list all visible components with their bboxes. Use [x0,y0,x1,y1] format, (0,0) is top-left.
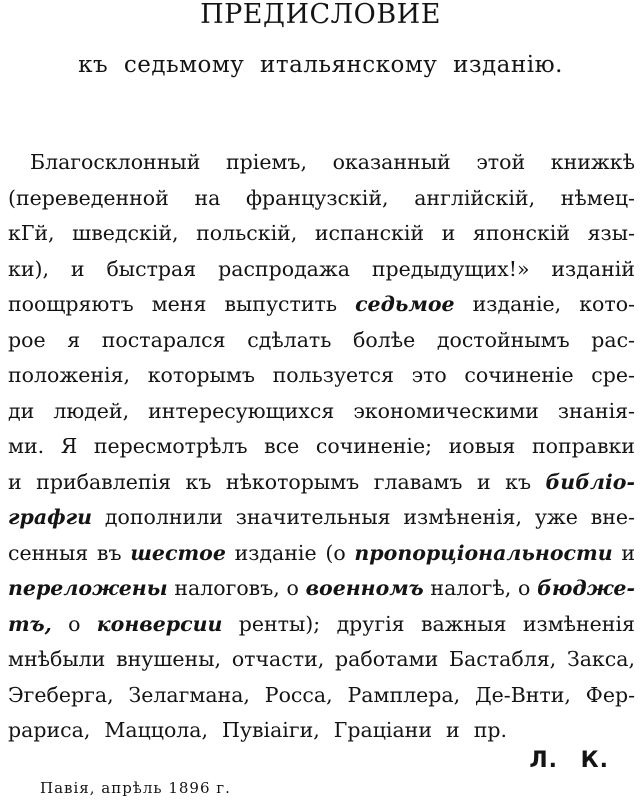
place-and-date: Павія, апрѣль 1896 г. [40,779,231,797]
text-line [8,642,635,678]
word: распродажа [218,256,350,281]
word: о [286,576,299,600]
word: людей, [53,398,130,423]
word: о [518,576,531,600]
text-line [8,145,635,181]
word: сре- [591,363,635,387]
word: налогѣ, [430,576,512,600]
author-initials: Л. К. [529,748,609,773]
word: сенныя [8,540,89,565]
word: на [194,185,221,210]
word: и [8,469,22,494]
word: нѣмец- [560,185,635,210]
word: постарался [101,327,226,352]
word: дополнили [104,505,223,529]
word: испанскій [314,221,425,245]
word: сочиненіе; [315,434,432,458]
word: знанія- [557,398,635,423]
text-line [8,181,635,217]
word: важныя [420,611,507,636]
word: и [70,256,85,281]
word: французскій, [246,185,389,210]
word: предыдущих!» [371,256,530,281]
word: Благосклонный [30,150,201,174]
word: измѣненія [522,611,635,636]
word: меня [151,292,207,316]
word: язы- [587,221,635,245]
word: вне- [590,505,635,529]
word: кото- [579,292,635,316]
emphasized-word: бюдже- [537,576,635,600]
word: пріемъ, [225,150,307,174]
word: сочиненіе [464,363,574,387]
word: (переведенной [8,185,169,210]
word: измѣненія, [403,505,523,529]
word: изданій [551,256,635,281]
word: достойнымъ [436,327,570,352]
word: къ [505,469,531,494]
text-line [8,358,635,394]
word: Росса, [264,682,333,707]
word: другія [336,611,405,636]
word: это [411,363,447,387]
emphasized-word: военномъ [305,576,424,600]
text-line [8,252,635,288]
word: поправки [531,434,635,458]
word: уже [534,505,578,529]
word: къ [185,469,212,494]
word: Граціани [333,718,433,742]
word: рариса, [8,718,91,742]
text-line [8,713,635,749]
word: выпустить [224,292,338,316]
word: японскій [472,221,571,245]
word: въ [96,540,122,565]
preface-subtitle: къ седьмому итальянскому изданію. [78,52,563,78]
text-line [8,571,635,607]
word: ренты); [238,611,321,636]
word: прибавлепія [36,469,172,494]
emphasized-word: шестое [130,540,226,565]
text-line [8,394,635,430]
word: и [476,469,491,494]
word: и [446,718,460,742]
word: Де-Внти, [474,682,571,707]
word: и [621,540,635,565]
word: рое [8,327,46,352]
word: пользуется [272,363,394,387]
emphasized-word: тъ, [8,611,52,636]
word: поощряютъ [8,292,134,316]
text-line [8,287,635,323]
word: (о [325,540,346,565]
word: иовыя [448,434,516,458]
emphasized-word: переложены [8,576,168,600]
word: пересмотрѣлъ [93,434,248,458]
word: ди [8,398,35,423]
text-line [8,429,635,465]
word: о [68,611,81,636]
word: нѣкоторымъ [225,469,360,494]
emphasized-word: пропорціональности [354,540,613,565]
word: кГй, [8,221,55,245]
preface-title: ПРЕДИСЛОВИЕ [200,0,441,30]
word: шведскій, [72,221,179,245]
word: изданіе [234,540,317,565]
word: налоговъ, [174,576,280,600]
word: положенія, [8,363,131,387]
word: польскій, [196,221,298,245]
text-line [8,323,635,359]
word: главамъ [373,469,463,494]
word: значительныя [235,505,391,529]
word: отчасти, [231,647,325,671]
preface-paragraph [8,145,635,749]
word: англійскій, [414,185,536,210]
text-line [8,216,635,252]
word: рас- [591,327,635,352]
word: мнѣбыли [8,647,106,671]
word: Рамплера, [347,682,461,707]
word: и [441,221,456,245]
word: интересующихся [148,398,335,423]
word: все [264,434,300,458]
word: этой [476,150,526,174]
emphasized-word: конверсии [96,611,223,636]
word: Фер- [585,682,635,707]
text-line [8,500,635,536]
text-line [8,607,635,643]
word: быстрая [106,256,197,281]
word: пр. [473,718,507,742]
emphasized-word: библіо- [545,469,635,494]
word: которымъ [147,363,255,387]
word: работами [335,647,439,671]
word: Эгеберга, [8,682,114,707]
word: Зелагмана, [128,682,250,707]
text-line [8,536,635,572]
emphasized-word: седьмое [355,292,455,316]
word: Бастабля, [449,647,557,671]
word: Я [60,434,78,458]
word: Маццола, [104,718,209,742]
word: сдѣлать [247,327,332,352]
word: оказанный [332,150,451,174]
emphasized-word: графги [8,505,93,529]
word: Закса, [566,647,635,671]
word: болѣе [353,327,416,352]
word: книжкѣ [550,150,635,174]
word: экономическими [353,398,539,423]
word: изданіе, [472,292,562,316]
word: ки), [8,256,49,281]
word: ми. [8,434,45,458]
word: я [67,327,81,352]
word: внушены, [116,647,222,671]
text-line [8,465,635,501]
text-line [8,678,635,714]
word: Пувіаіги, [222,718,320,742]
